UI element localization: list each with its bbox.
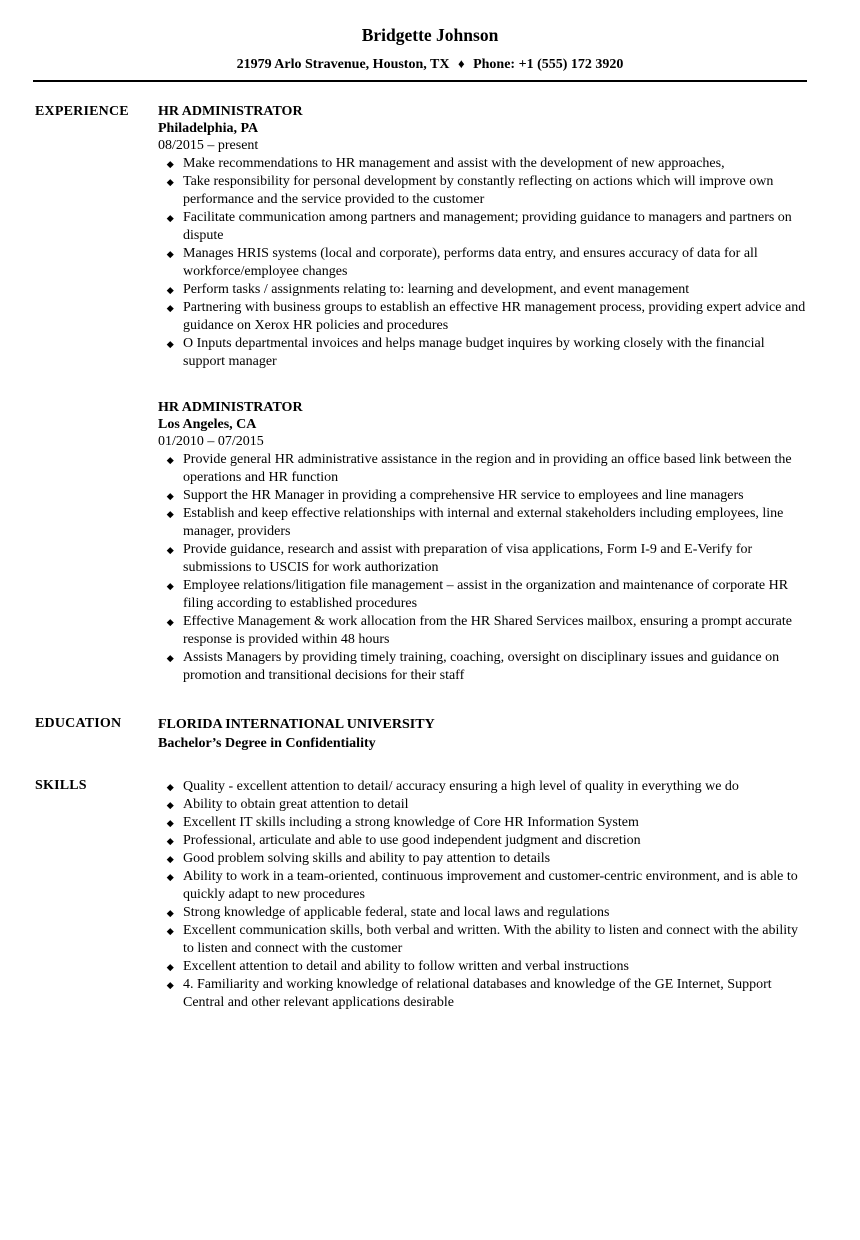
bullet-item [158,649,807,685]
bullet-item [158,832,807,850]
bullet-item [158,451,807,487]
bullet-item [158,245,807,281]
diamond-bullet-icon [167,341,173,347]
bullet-text: Effective Management & work allocation from the HR Shared Services mailbox, ensuring a prompt accurate response is provided within 48 hours [183,614,792,647]
job-location: Philadelphia, PA [158,121,259,136]
job-location: Los Angeles, CA [158,417,257,432]
bullet-text: Professional, articulate and able to use good independent judgment and discretion [183,833,641,848]
resume-header [0,0,860,73]
bullet-item [158,505,807,541]
job-dates: 08/2015 – present [158,138,259,153]
phone-text: Phone: +1 (555) 172 3920 [473,57,624,72]
bullet-text: Strong knowledge of applicable federal, state and local laws and regulations [183,905,610,920]
education-content [158,715,807,753]
bullet-item [158,281,807,299]
bullet-text: Employee relations/litigation file management – assist in the organization and maintenance of corporate HR filing according to established procedures [183,578,789,611]
bullet-item [158,613,807,649]
bullet-item [158,814,807,832]
bullet-item [158,958,807,976]
section-education [35,715,807,753]
job-dates: 01/2010 – 07/2015 [158,434,264,449]
bullet-text: Facilitate communication among partners and management; providing guidance to managers and partners on dispute [183,210,792,243]
bullet-item [158,577,807,613]
bullet-text: Excellent IT skills including a strong knowledge of Core HR Information System [183,815,639,830]
job-title: HR ADMINISTRATOR [158,104,303,119]
bullet-text: Excellent communication skills, both verbal and written. With the ability to listen and connect with the ability to listen and connect with the customer [183,923,799,956]
diamond-bullet-icon [167,982,173,988]
experience-content [158,103,807,685]
diamond-bullet-icon [167,619,173,625]
bullet-text: Quality - excellent attention to detail/ accuracy ensuring a high level of quality in everything we do [183,779,739,794]
bullet-item [158,850,807,868]
diamond-bullet-icon [167,655,173,661]
bullet-text: Establish and keep effective relationships with internal and external stakeholders including employees, line manager, providers [183,506,784,539]
bullet-item [158,796,807,814]
diamond-bullet-icon [167,511,173,517]
education-degree: Bachelor’s Degree in Confidentiality [158,736,376,751]
bullet-item [158,155,807,173]
diamond-bullet-icon [167,856,173,862]
header-divider [33,80,807,82]
bullet-item [158,976,807,1012]
section-skills [35,777,807,1012]
bullet-text: O Inputs departmental invoices and helps manage budget inquires by working closely with the financial support manager [183,336,765,369]
bullet-text: Perform tasks / assignments relating to: learning and development, and event management [183,282,690,297]
bullet-text: Assists Managers by providing timely training, coaching, oversight on disciplinary issues and guidance on promotion and transitional decisions for their staff [183,650,780,683]
bullet-text: Ability to obtain great attention to detail [183,797,409,812]
diamond-bullet-icon [167,583,173,589]
diamond-icon: ♦ [457,56,465,71]
diamond-bullet-icon [167,305,173,311]
bullet-text: Support the HR Manager in providing a comprehensive HR service to employees and line managers [183,488,744,503]
job-title: HR ADMINISTRATOR [158,400,303,415]
diamond-bullet-icon [167,838,173,844]
bullet-item [158,541,807,577]
section-label-education: EDUCATION [35,716,122,731]
diamond-bullet-icon [167,457,173,463]
address-text: 21979 Arlo Stravenue, Houston, TX [236,57,450,72]
bullet-item [158,173,807,209]
bullet-text: Manages HRIS systems (local and corporate), performs data entry, and ensures accuracy of data for all workforce/employee changes [183,246,758,279]
bullet-text: Provide general HR administrative assistance in the region and in providing an office based link between the operations and HR function [183,452,792,485]
page-title: Bridgette Johnson [361,25,499,45]
bullet-text: Excellent attention to detail and ability to follow written and verbal instructions [183,959,629,974]
diamond-bullet-icon [167,784,173,790]
section-label-experience: EXPERIENCE [35,104,129,119]
diamond-bullet-icon [167,493,173,499]
bullet-text: Provide guidance, research and assist with preparation of visa applications, Form I-9 and E-Verify for submissions to USCIS for work authorization [183,542,753,575]
bullet-item [158,335,807,371]
diamond-bullet-icon [167,802,173,808]
diamond-bullet-icon [167,251,173,257]
diamond-bullet-icon [167,161,173,167]
bullet-item [158,904,807,922]
resume-body [35,103,807,1012]
diamond-bullet-icon [167,910,173,916]
diamond-bullet-icon [167,820,173,826]
diamond-bullet-icon [167,928,173,934]
job-bullet-list [158,451,807,685]
bullet-item [158,299,807,335]
bullet-text: Take responsibility for personal development by constantly reflecting on actions which will improve own performance and the service provided to the customer [183,174,774,207]
education-school: FLORIDA INTERNATIONAL UNIVERSITY [158,717,435,732]
diamond-bullet-icon [167,874,173,880]
bullet-text: 4. Familiarity and working knowledge of relational databases and knowledge of the GE Internet, Support Central and other relevant applications desirable [183,977,772,1010]
bullet-item [158,868,807,904]
diamond-bullet-icon [167,964,173,970]
bullet-text: Ability to work in a team-oriented, continuous improvement and customer-centric environment, and is able to quickly adapt to new procedures [183,869,798,902]
diamond-bullet-icon [167,179,173,185]
job-bullet-list [158,155,807,371]
job-entry-2 [158,399,807,685]
bullet-text: Good problem solving skills and ability to pay attention to details [183,851,551,866]
bullet-text: Partnering with business groups to establish an effective HR management process, providing expert advice and guidance on Xerox HR policies and procedures [183,300,806,333]
diamond-bullet-icon [167,215,173,221]
diamond-bullet-icon [167,547,173,553]
section-label-skills: SKILLS [35,778,87,793]
contact-line [0,55,860,73]
bullet-item [158,778,807,796]
skills-bullet-list [158,778,807,1012]
bullet-item [158,209,807,245]
diamond-bullet-icon [167,287,173,293]
bullet-item [158,487,807,505]
bullet-item [158,922,807,958]
skills-content [158,777,807,1012]
job-entry-1 [158,103,807,371]
section-experience [35,103,807,685]
bullet-text: Make recommendations to HR management and assist with the development of new approaches, [183,156,725,171]
